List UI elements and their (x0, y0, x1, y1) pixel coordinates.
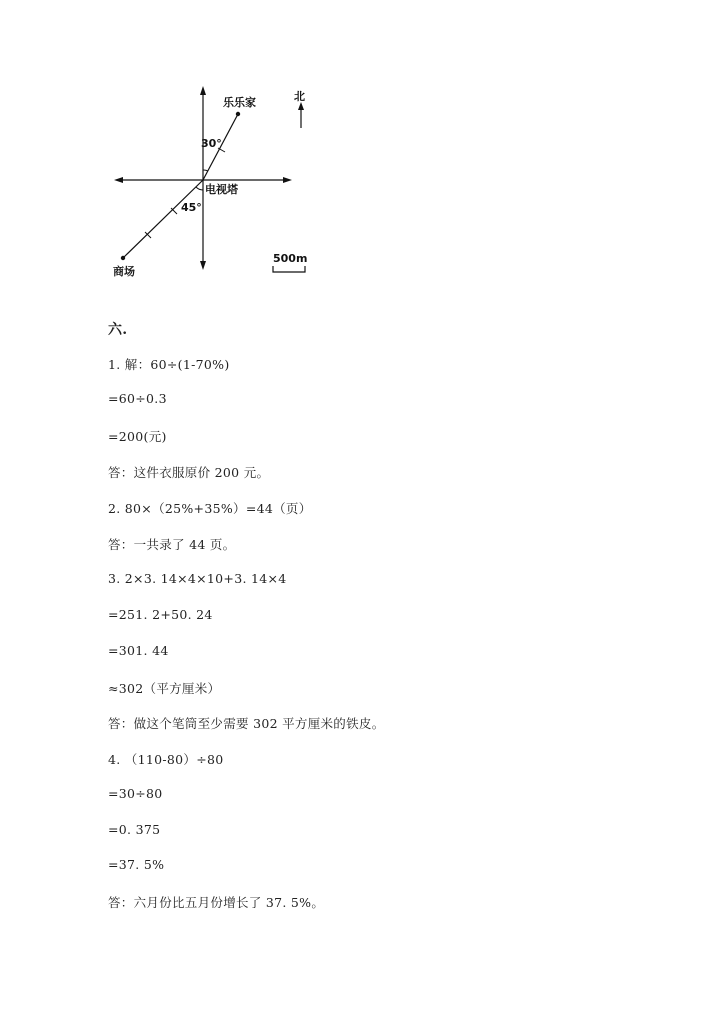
direction-diagram (105, 80, 335, 280)
answer-line: 答：做这个笔筒至少需要 302 平方厘米的铁皮。 (108, 716, 385, 731)
mall-label: 商场 (113, 265, 135, 278)
east-axis-arrow (283, 177, 292, 183)
answer-line: =60÷0.3 (108, 391, 167, 406)
angle-arc-45 (196, 187, 203, 190)
answer-line: =30÷80 (108, 786, 163, 801)
home-point (236, 112, 240, 116)
answer-line: 答：这件衣服原价 200 元。 (108, 465, 270, 480)
answer-line: 答：六月份比五月份增长了 37. 5%。 (108, 895, 325, 910)
angle-30-label: 30° (201, 137, 222, 150)
answer-line: =251. 2+50. 24 (108, 607, 213, 622)
angle-45-label: 45° (181, 201, 202, 214)
section-heading: 六. (108, 322, 128, 338)
answer-line: =301. 44 (108, 643, 169, 658)
mall-point (121, 256, 125, 260)
north-label: 北 (294, 90, 305, 103)
answer-line: 答：一共录了 44 页。 (108, 537, 236, 552)
answer-line: 2. 80×（25%+35%）=44（页） (108, 501, 312, 516)
south-axis-arrow (200, 261, 206, 270)
answer-line: =37. 5% (108, 857, 165, 872)
diagram-graphic (105, 80, 335, 280)
tower-label: 电视塔 (205, 183, 238, 196)
answer-line: 3. 2×3. 14×4×10+3. 14×4 (108, 571, 287, 586)
answer-line: =0. 375 (108, 822, 161, 837)
west-axis-arrow (114, 177, 123, 183)
answer-line: 1. 解：60÷(1-70%) (108, 357, 230, 372)
scale-bar (273, 266, 305, 272)
home-label: 乐乐家 (223, 96, 256, 109)
answer-line: ≈302（平方厘米） (108, 681, 221, 696)
answer-line: =200(元) (108, 429, 167, 444)
north-axis-arrow (200, 86, 206, 95)
line-to-mall (123, 180, 203, 258)
answer-line: 4. （110-80）÷80 (108, 752, 224, 767)
angle-arc-30 (203, 170, 208, 171)
scale-label: 500m (273, 252, 308, 265)
